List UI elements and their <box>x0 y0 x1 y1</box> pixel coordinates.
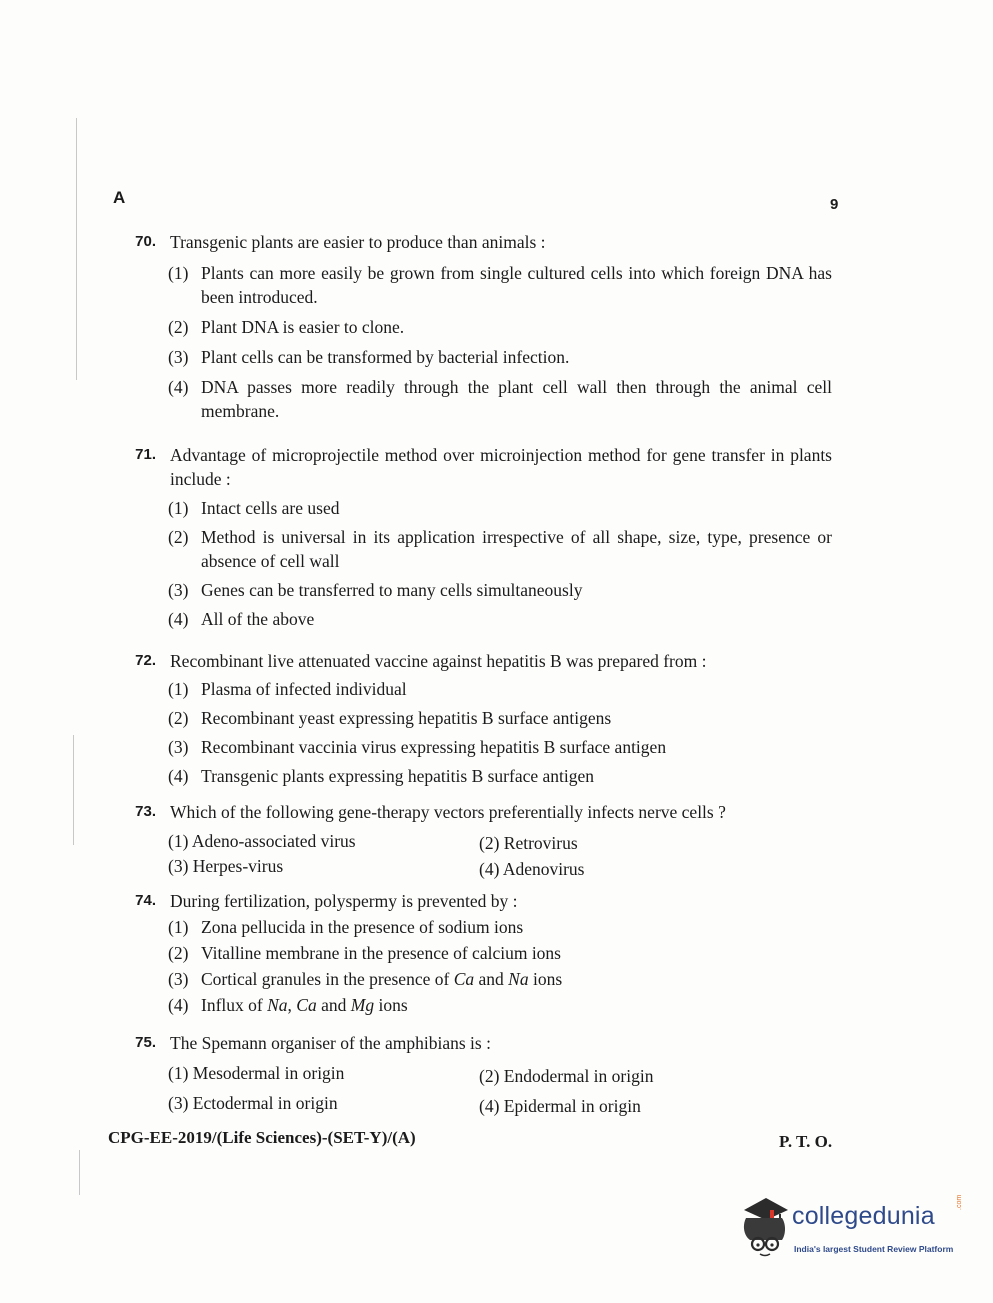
option-4 <box>479 857 584 881</box>
scan-margin-line <box>76 118 77 380</box>
question-text: Advantage of microprojectile method over microinjection method for gene transfer in plants include : <box>170 445 832 489</box>
option-label: (3) <box>168 580 189 600</box>
option-text: Adeno-associated virus <box>191 831 356 851</box>
series-label: A <box>113 188 126 207</box>
option-4 <box>479 1094 641 1118</box>
option-1 <box>168 1061 344 1085</box>
option-3 <box>168 735 832 759</box>
option-label: (3) <box>168 856 189 876</box>
option-label: (2) <box>168 943 189 963</box>
option-text: Genes can be transferred to many cells simultaneously <box>201 580 583 600</box>
option-text: Transgenic plants expressing hepatitis B surface antigen <box>201 766 595 786</box>
option-text: Vitalline membrane in the presence of calcium ions <box>201 943 561 963</box>
option-text: All of the above <box>201 609 315 629</box>
question-number: 70. <box>135 233 156 250</box>
option-3 <box>168 345 832 369</box>
option-list <box>168 915 832 1017</box>
option-label: (1) <box>168 1063 189 1083</box>
option-4 <box>168 607 832 631</box>
option-label: (4) <box>479 859 500 879</box>
option-1 <box>168 677 832 701</box>
option-label: (4) <box>168 995 189 1015</box>
option-text: Retrovirus <box>503 833 578 853</box>
option-label: (3) <box>168 1093 189 1113</box>
brand-suffix: .com <box>956 1194 963 1210</box>
option-label: (1) <box>168 831 189 851</box>
option-3 <box>168 967 832 991</box>
option-label: (2) <box>479 1066 500 1086</box>
question-text: Transgenic plants are easier to produce than animals : <box>170 232 546 252</box>
option-1 <box>168 829 356 853</box>
option-label: (1) <box>168 263 189 283</box>
option-label: (4) <box>168 766 189 786</box>
option-text: Plant DNA is easier to clone. <box>201 317 405 337</box>
option-4 <box>168 993 832 1017</box>
option-label: (2) <box>168 527 189 547</box>
page-number: 9 <box>830 196 839 213</box>
option-3 <box>168 578 832 602</box>
option-1 <box>168 261 832 309</box>
option-label: (3) <box>168 737 189 757</box>
option-text: Zona pellucida in the presence of sodium ions <box>201 917 524 937</box>
option-text: Recombinant yeast expressing hepatitis B surface antigens <box>201 708 612 728</box>
option-text: DNA passes more readily through the plant cell wall then through the animal cell membrane. <box>201 377 832 421</box>
option-text: Epidermal in origin <box>503 1096 641 1116</box>
question-text: During fertilization, polyspermy is prevented by : <box>170 891 518 911</box>
scan-margin-line <box>79 1150 80 1195</box>
option-label: (3) <box>168 347 189 367</box>
brand-tagline: India's largest Student Review Platform <box>794 1244 954 1254</box>
option-label: (2) <box>168 317 189 337</box>
option-text: Mesodermal in origin <box>192 1063 345 1083</box>
question-text: Recombinant live attenuated vaccine against hepatitis B was prepared from : <box>170 651 707 671</box>
option-text: Plants can more easily be grown from single cultured cells into which foreign DNA has been introduced. <box>201 263 832 307</box>
option-label: (4) <box>479 1096 500 1116</box>
scan-margin-line <box>73 735 74 845</box>
option-label: (2) <box>168 708 189 728</box>
option-3 <box>168 854 283 878</box>
option-text: Endodermal in origin <box>503 1066 654 1086</box>
option-label: (3) <box>168 969 189 989</box>
option-text: Recombinant vaccinia virus expressing hepatitis B surface antigen <box>201 737 667 757</box>
option-text: Plasma of infected individual <box>201 679 407 699</box>
question-number: 73. <box>135 803 156 820</box>
option-1 <box>168 496 832 520</box>
option-2 <box>168 315 832 339</box>
option-text: Influx of Na, Ca and Mg ions <box>201 995 408 1015</box>
question-text: The Spemann organiser of the amphibians is : <box>170 1033 491 1053</box>
option-label: (4) <box>168 377 189 397</box>
option-text: Adenovirus <box>502 859 585 879</box>
option-text: Herpes-virus <box>192 856 284 876</box>
option-4 <box>168 764 832 788</box>
mascot-icon <box>736 1196 792 1258</box>
paper-code: CPG-EE-2019/(Life Sciences)-(SET-Y)/(A) <box>108 1128 416 1147</box>
option-label: (1) <box>168 917 189 937</box>
option-1 <box>168 915 832 939</box>
option-label: (1) <box>168 679 189 699</box>
brand-name: collegedunia <box>792 1202 935 1230</box>
option-2 <box>168 706 832 730</box>
option-2 <box>168 525 832 573</box>
option-list <box>168 261 832 423</box>
collegedunia-watermark <box>736 1196 966 1266</box>
option-text: Ectodermal in origin <box>192 1093 338 1113</box>
question-number: 74. <box>135 892 156 909</box>
question-text: Which of the following gene-therapy vectors preferentially infects nerve cells ? <box>170 802 726 822</box>
option-list <box>168 496 832 631</box>
option-2 <box>479 831 578 855</box>
question-number: 72. <box>135 652 156 669</box>
question-number: 71. <box>135 446 156 463</box>
option-text: Method is universal in its application irrespective of all shape, size, type, presence or absence of cell wall <box>201 527 832 571</box>
option-label: (1) <box>168 498 189 518</box>
option-label: (4) <box>168 609 189 629</box>
option-label: (2) <box>479 833 500 853</box>
option-text: Cortical granules in the presence of Ca and Na ions <box>201 969 563 989</box>
question-number: 75. <box>135 1034 156 1051</box>
option-text: Plant cells can be transformed by bacterial infection. <box>201 347 570 367</box>
pto-label: P. T. O. <box>779 1132 833 1151</box>
option-4 <box>168 375 832 423</box>
option-2 <box>168 941 832 965</box>
option-2 <box>479 1064 653 1088</box>
option-text: Intact cells are used <box>201 498 340 518</box>
option-list <box>168 677 832 788</box>
option-3 <box>168 1091 338 1115</box>
